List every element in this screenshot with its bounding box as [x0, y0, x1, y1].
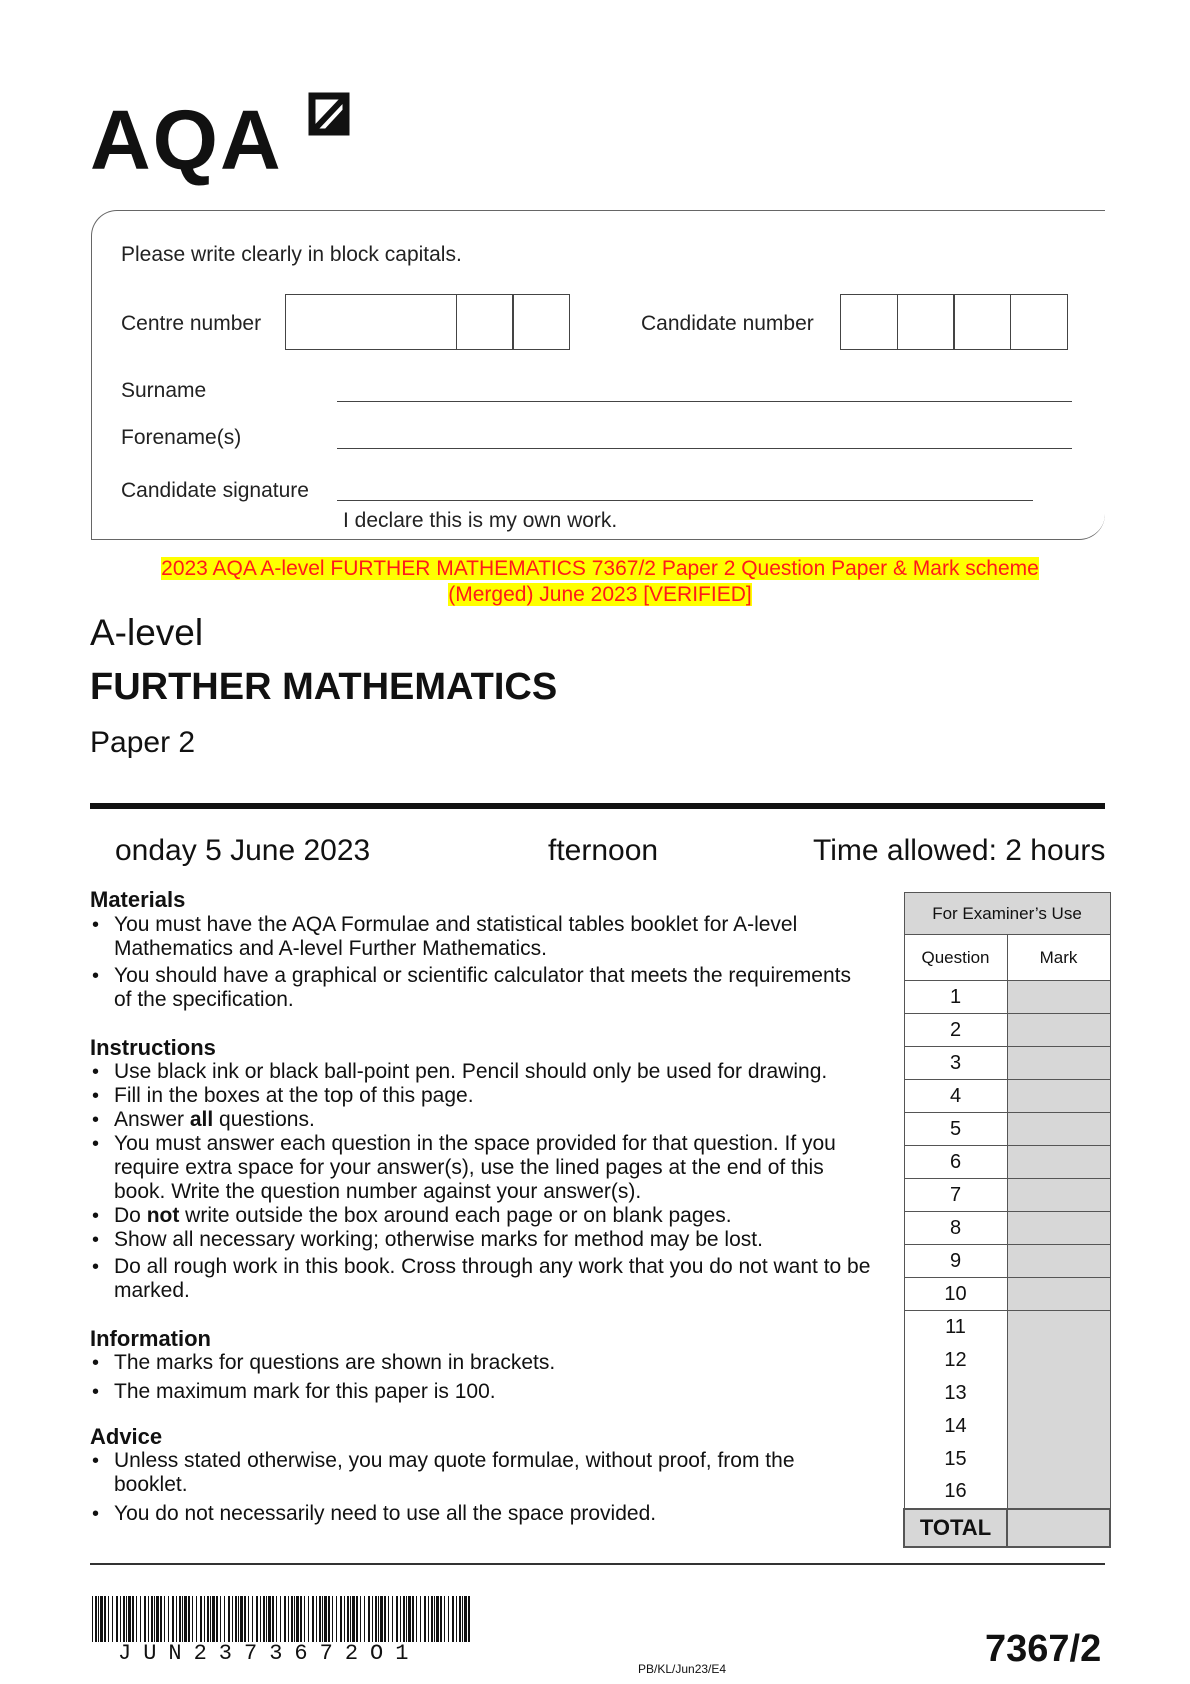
exam-date: onday 5 June 2023: [115, 834, 371, 867]
mark-cell: [1007, 1113, 1110, 1146]
list-item: • Unless stated otherwise, you may quote formulae, without proof, from the booklet.: [90, 1449, 850, 1497]
paper-code: 7367/2: [985, 1628, 1102, 1670]
instructions-list: [90, 1060, 890, 1303]
barcode-icon: [92, 1596, 472, 1642]
centre-number-box[interactable]: [512, 294, 570, 350]
mark-cell: [1007, 981, 1110, 1014]
highlight-line-2: (Merged) June 2023 [VERIFIED]: [448, 583, 752, 606]
centre-number-field[interactable]: [286, 294, 570, 350]
surname-field[interactable]: [337, 398, 1072, 402]
question-number: 9: [904, 1245, 1007, 1278]
materials-list: [90, 913, 870, 1012]
question-number: 16: [904, 1476, 1007, 1509]
document-reference: PB/KL/Jun23/E4: [638, 1662, 727, 1676]
examiner-use-table: [903, 892, 1111, 1548]
materials-heading: Materials: [90, 887, 186, 912]
list-item: • You must have the AQA Formulae and statistical tables booklet for A-level Mathematics and A-level Further Mathematics.: [90, 913, 870, 961]
mark-cell: [1007, 1080, 1110, 1113]
mark-cell: [1007, 1278, 1110, 1311]
list-item: • You should have a graphical or scientific calculator that meets the requirements of the specification.: [90, 964, 870, 1012]
signature-label: Candidate signature: [121, 479, 309, 502]
form-instruction: Please write clearly in block capitals.: [121, 243, 462, 266]
mark-cell: [1007, 1014, 1110, 1047]
examiner-table-title: For Examiner’s Use: [904, 893, 1110, 935]
mark-cell: [1007, 1047, 1110, 1080]
exam-paper: Paper 2: [90, 726, 196, 759]
centre-number-box[interactable]: [285, 294, 457, 350]
list-item: • The maximum mark for this paper is 100.: [90, 1380, 870, 1404]
question-number: 2: [904, 1014, 1007, 1047]
question-number: 13: [904, 1377, 1007, 1410]
candidate-number-field[interactable]: [841, 294, 1068, 350]
exam-level: A-level: [90, 612, 204, 653]
information-list: [90, 1351, 870, 1404]
list-item: • Use black ink or black ball-point pen. Pencil should only be used for drawing.: [90, 1060, 890, 1084]
question-number: 11: [904, 1311, 1007, 1344]
list-item: • The marks for questions are shown in brackets.: [90, 1351, 870, 1375]
centre-number-box[interactable]: [456, 294, 514, 350]
list-item: • Show all necessary working; otherwise marks for method may be lost.: [90, 1228, 890, 1252]
time-allowed: Time allowed: 2 hours: [813, 834, 1106, 867]
information-heading: Information: [90, 1326, 211, 1351]
forenames-field[interactable]: [337, 445, 1072, 449]
centre-number-label: Centre number: [121, 312, 262, 335]
question-number: 7: [904, 1179, 1007, 1212]
advice-heading: Advice: [90, 1424, 163, 1449]
question-number: 12: [904, 1344, 1007, 1377]
footer-divider: [90, 1563, 1105, 1565]
declaration-text: I declare this is my own work.: [343, 509, 618, 532]
mark-cell: [1007, 1245, 1110, 1278]
divider: [90, 803, 1105, 809]
total-label: TOTAL: [904, 1509, 1007, 1547]
list-item: • Fill in the boxes at the top of this page.: [90, 1084, 890, 1108]
question-number: 4: [904, 1080, 1007, 1113]
mark-cell: [1007, 1146, 1110, 1179]
forenames-label: Forename(s): [121, 426, 242, 449]
total-mark-cell: [1007, 1509, 1110, 1547]
title-highlight: [90, 556, 1110, 608]
list-item: • You must answer each question in the space provided for that question. If you require extra space for your answer(s), use the lined pages at the end of this book. Write the question number against your answer(s).: [90, 1132, 844, 1204]
surname-label: Surname: [121, 379, 207, 402]
candidate-number-box[interactable]: [953, 294, 1011, 350]
mark-column-header: Mark: [1007, 935, 1110, 981]
question-column-header: Question: [904, 935, 1007, 981]
list-item: • You do not necessarily need to use all the space provided.: [90, 1502, 850, 1526]
mark-cell: [1007, 1179, 1110, 1212]
exam-subject: FURTHER MATHEMATICS: [90, 666, 558, 708]
signature-field[interactable]: [337, 497, 1033, 501]
question-number: 5: [904, 1113, 1007, 1146]
question-number: 10: [904, 1278, 1007, 1311]
advice-list: [90, 1449, 850, 1526]
question-number: 6: [904, 1146, 1007, 1179]
question-number: 8: [904, 1212, 1007, 1245]
candidate-number-box[interactable]: [840, 294, 898, 350]
mark-cell: [1007, 1311, 1110, 1509]
aqa-logo-mark-icon: [308, 92, 350, 138]
question-number: 14: [904, 1410, 1007, 1443]
instructions-heading: Instructions: [90, 1035, 216, 1060]
list-item: • Do all rough work in this book. Cross through any work that you do not want to be marked.: [90, 1255, 874, 1303]
aqa-logo: AQA: [90, 93, 283, 187]
candidate-number-label: Candidate number: [641, 312, 814, 335]
candidate-number-box[interactable]: [1010, 294, 1068, 350]
exam-session: fternoon: [548, 834, 659, 867]
question-number: 15: [904, 1443, 1007, 1476]
highlight-line-1: 2023 AQA A-level FURTHER MATHEMATICS 7367/2 Paper 2 Question Paper & Mark scheme: [161, 557, 1039, 580]
barcode-number: JUN2373672O1: [118, 1641, 421, 1666]
mark-cell: [1007, 1212, 1110, 1245]
list-item: • Answer all questions.: [90, 1108, 890, 1132]
candidate-number-box[interactable]: [897, 294, 955, 350]
question-number: 1: [904, 981, 1007, 1014]
list-item: • Do not write outside the box around each page or on blank pages.: [90, 1204, 890, 1228]
question-number: 3: [904, 1047, 1007, 1080]
